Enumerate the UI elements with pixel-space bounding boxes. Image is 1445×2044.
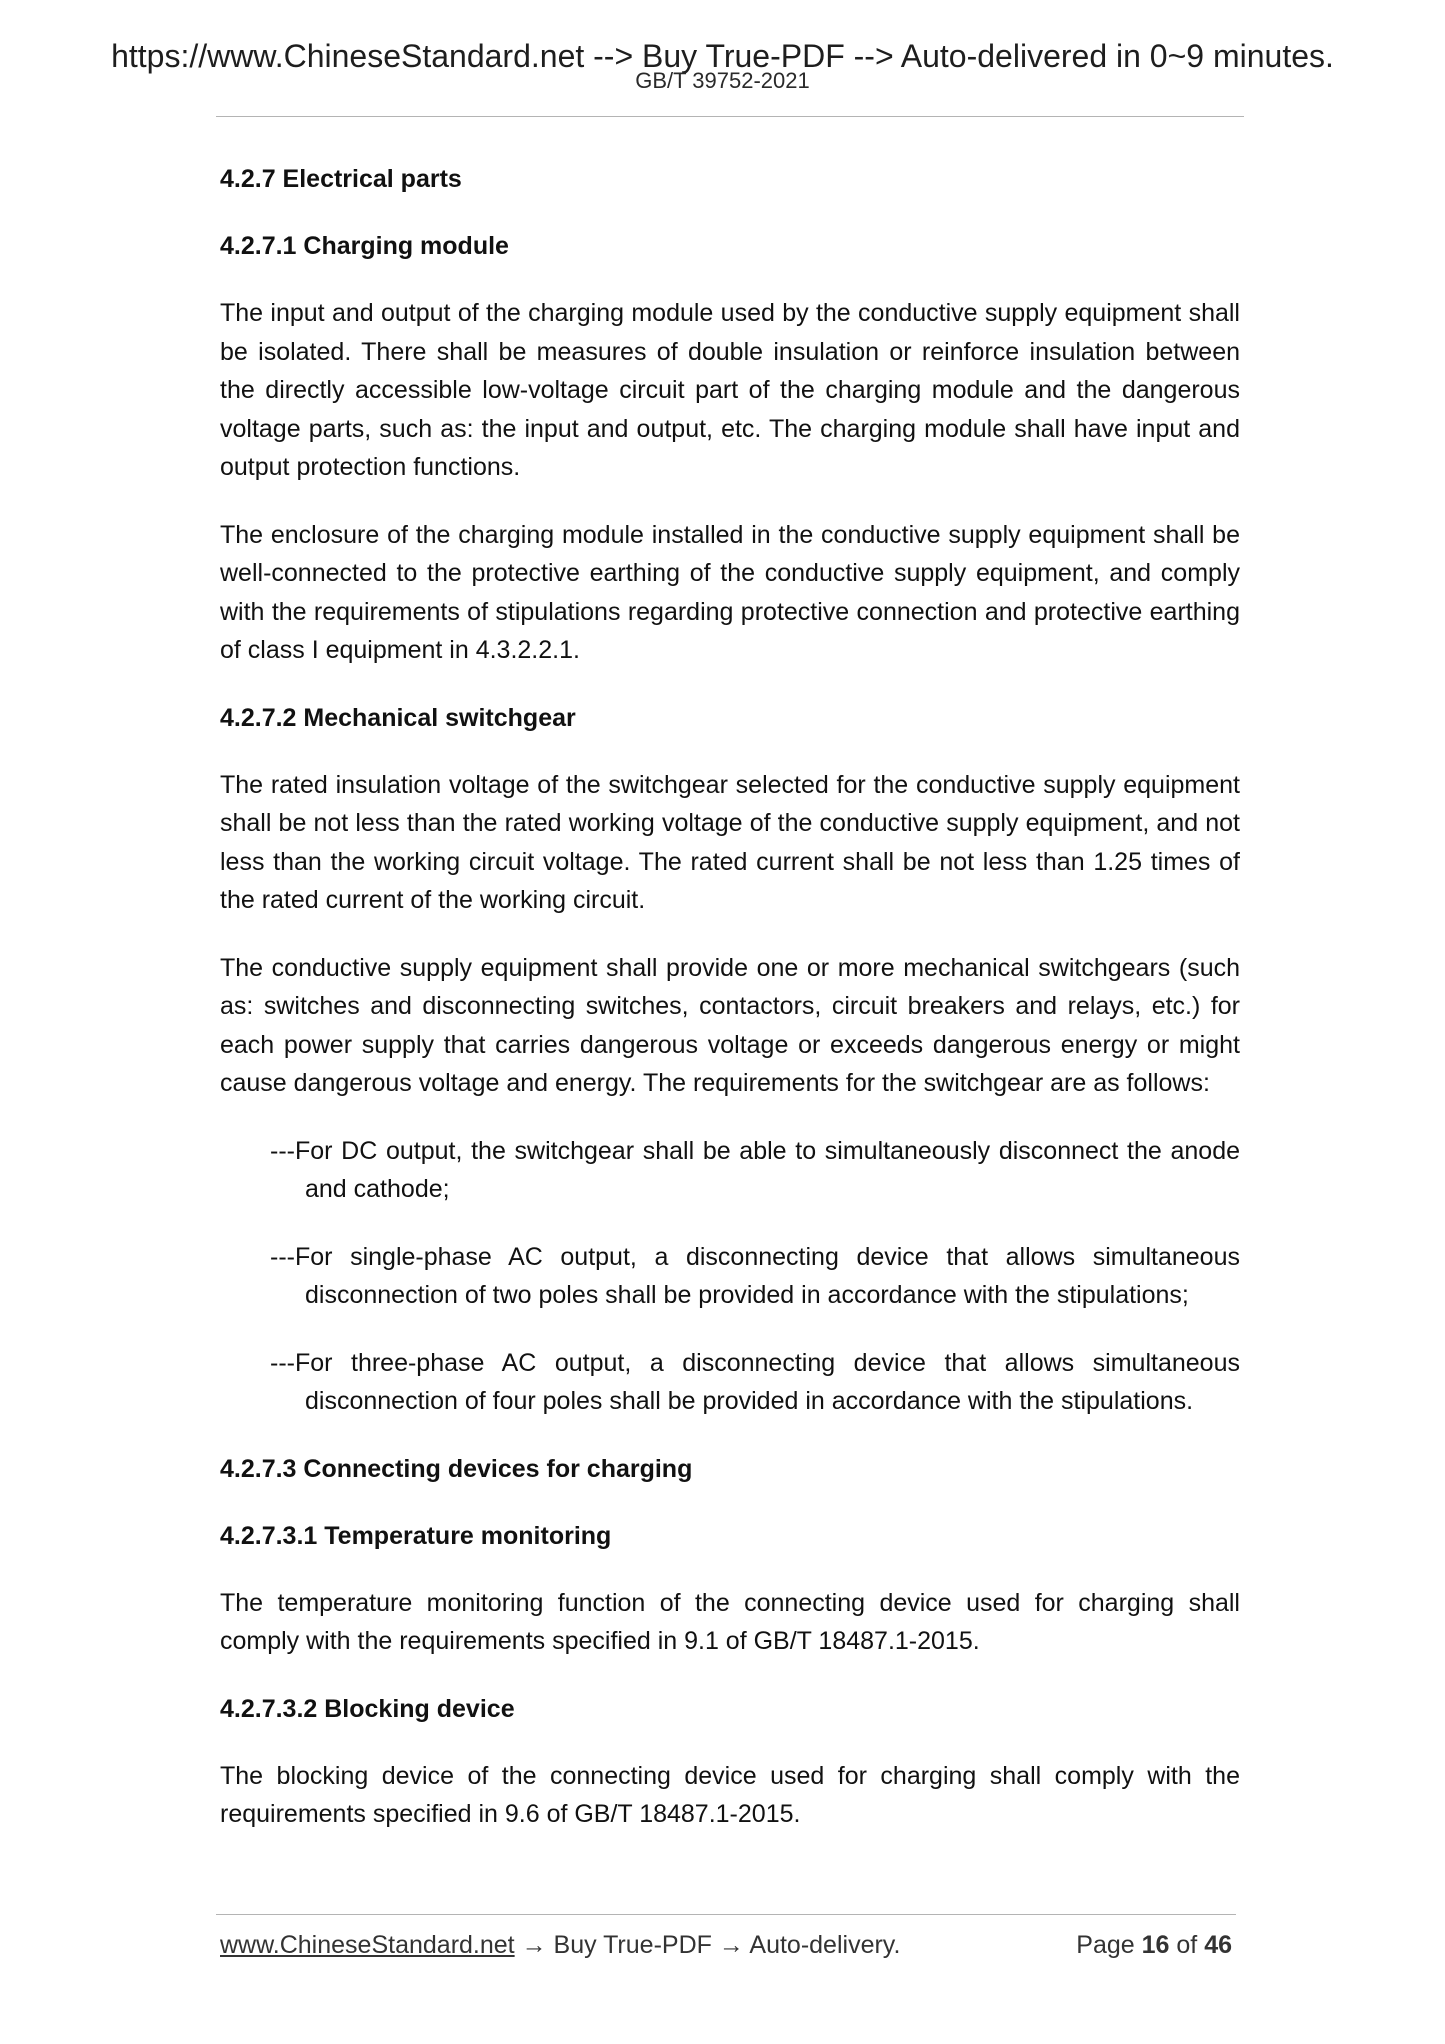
body-paragraph: The temperature monitoring function of the connecting device used for charging shall comply with the requirements specified in 9.1 of GB/T 18487.1-2015.: [220, 1588, 1240, 1655]
list-item: ---For three-phase AC output, a disconnecting device that allows simultaneous disconnection of four poles shall be provided in accordance with the stipulations.: [270, 1348, 1240, 1415]
page-current: 16: [1141, 1931, 1170, 1959]
footer-tagline: → Buy True-PDF → Auto-delivery.: [514, 1931, 901, 1959]
body-paragraph: The conductive supply equipment shall provide one or more mechanical switchgears (such as: switches and disconnecting switches, contactors, circuit breakers and relays, etc.) for each power supply that carries dangerous voltage or exceeds dangerous energy or might cause dangerous voltage and energy. The requirements for the switchgear are as follows:: [220, 953, 1240, 1097]
section-heading: 4.2.7.3.1 Temperature monitoring: [220, 1521, 612, 1550]
body-paragraph: The input and output of the charging module used by the conductive supply equipment shall be isolated. There shall be measures of double insulation or reinforce insulation between the directly accessible low-voltage circuit part of the charging module and the dangerous voltage parts, such as: the input and output, etc. The charging module shall have input and output protection functions.: [220, 299, 1240, 481]
list-item: ---For single-phase AC output, a disconnecting device that allows simultaneous disconnection of two poles shall be provided in accordance with the stipulations;: [270, 1242, 1240, 1309]
footer-site-link[interactable]: www.ChineseStandard.net: [220, 1931, 515, 1959]
section-heading: 4.2.7 Electrical parts: [220, 165, 462, 193]
section-heading: 4.2.7.2 Mechanical switchgear: [220, 703, 576, 732]
page-indicator: [1076, 1930, 1232, 1960]
section-heading: 4.2.7.3.2 Blocking device: [220, 1694, 515, 1723]
page-footer: [220, 1930, 1240, 1960]
section-heading: 4.2.7.3 Connecting devices for charging: [220, 1454, 693, 1483]
footer-rule: [216, 1914, 1236, 1915]
document-code: GB/T 39752-2021: [635, 68, 810, 93]
page-word: Page: [1076, 1931, 1135, 1959]
page-total: 46: [1204, 1931, 1232, 1959]
header-rule: [216, 116, 1244, 117]
header-watermark: https://www.ChineseStandard.net --> Buy True-PDF --> Auto-delivered in 0~9 minutes.: [111, 38, 1334, 74]
body-paragraph: The blocking device of the connecting device used for charging shall comply with the requirements specified in 9.6 of GB/T 18487.1-2015.: [220, 1761, 1240, 1828]
list-item: ---For DC output, the switchgear shall be able to simultaneously disconnect the anode and cathode;: [270, 1136, 1240, 1203]
page-of: of: [1176, 1931, 1198, 1959]
document-body: [220, 160, 1240, 1863]
body-paragraph: The enclosure of the charging module installed in the conductive supply equipment shall be well-connected to the protective earthing of the conductive supply equipment, and comply with the requirements of stipulations regarding protective connection and protective earthing of class I equipment in 4.3.2.2.1.: [220, 520, 1240, 664]
section-heading: 4.2.7.1 Charging module: [220, 232, 509, 260]
body-paragraph: The rated insulation voltage of the switchgear selected for the conductive supply equipment shall be not less than the rated working voltage of the conductive supply equipment, and not less than the working circuit voltage. The rated current shall be not less than 1.25 times of the rated current of the working circuit.: [220, 770, 1240, 914]
